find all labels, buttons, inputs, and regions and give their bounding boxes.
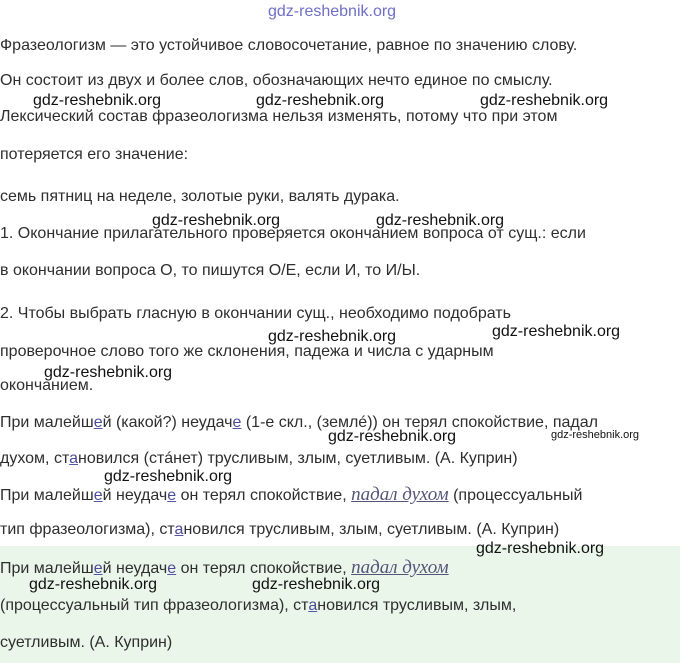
definition-line-3: Лексический состав фразеологизма нельзя изменять, потому что при этом <box>0 108 558 125</box>
rule-2-line-1: 2. Чтобы выбрать гласную в окончании сущ., необходимо подобрать <box>0 305 511 322</box>
watermark: gdz-reshebnik.org <box>33 92 162 109</box>
answer-line-1: При малейшей неудаче он терял спокойствие, падал духом <box>0 557 449 578</box>
phraseologism: падал духом <box>351 484 449 505</box>
watermark: gdz-reshebnik.org <box>328 428 457 445</box>
watermark-small: gdz-reshebnik.org <box>551 429 640 441</box>
rule-1-line-2: в окончании вопроса О, то пишутся О/Е, если И, то И/Ы. <box>0 262 421 279</box>
watermark: gdz-reshebnik.org <box>104 468 233 485</box>
examples-line: семь пятниц на неделе, золотые руки, валять дурака. <box>0 188 400 205</box>
watermark: gdz-reshebnik.org <box>268 328 397 345</box>
watermark: gdz-reshebnik.org <box>256 92 385 109</box>
rule-2-line-3: окончанием. <box>0 377 94 394</box>
example-2-line-2: тип фразеологизма), становился трусливым, злым, суетливым. (А. Куприн) <box>0 521 560 538</box>
answer-line-3: суетливым. (А. Куприн) <box>0 634 173 651</box>
watermark-top: gdz-reshebnik.org <box>268 3 397 20</box>
watermark: gdz-reshebnik.org <box>492 323 621 340</box>
answer-line-2: (процессуальный тип фразеологизма), становился трусливым, злым, <box>0 597 517 614</box>
watermark: gdz-reshebnik.org <box>252 576 381 593</box>
example-1-line-2: духом, становился (стáнет) трусливым, злым, суетливым. (А. Куприн) <box>0 450 518 467</box>
watermark: gdz-reshebnik.org <box>476 540 605 557</box>
phraseologism: падал духом <box>351 557 449 578</box>
definition-line-1: Фразеологизм — это устойчивое словосочетание, равное по значению слову. <box>0 37 578 54</box>
definition-line-2: Он состоит из двух и более слов, обозначающих нечто единое по смыслу. <box>0 72 553 89</box>
example-1-line-1: При малейшей (какой?) неудаче (1-е скл., (землé)) он терял спокойствие, падал <box>0 414 598 431</box>
watermark: gdz-reshebnik.org <box>29 576 158 593</box>
watermark: gdz-reshebnik.org <box>152 212 281 229</box>
definition-line-4: потеряется его значение: <box>0 146 189 163</box>
watermark: gdz-reshebnik.org <box>44 364 173 381</box>
rule-2-line-2: проверочное слово того же склонения, падежа и числа с ударным <box>0 343 494 360</box>
watermark: gdz-reshebnik.org <box>480 92 609 109</box>
watermark: gdz-reshebnik.org <box>376 212 505 229</box>
rule-1-line-1: 1. Окончание прилагательного проверяется окончанием вопроса от сущ.: если <box>0 225 586 242</box>
example-2-line-1: При малейшей неудаче он терял спокойствие, падал духом (процессуальный <box>0 484 583 505</box>
